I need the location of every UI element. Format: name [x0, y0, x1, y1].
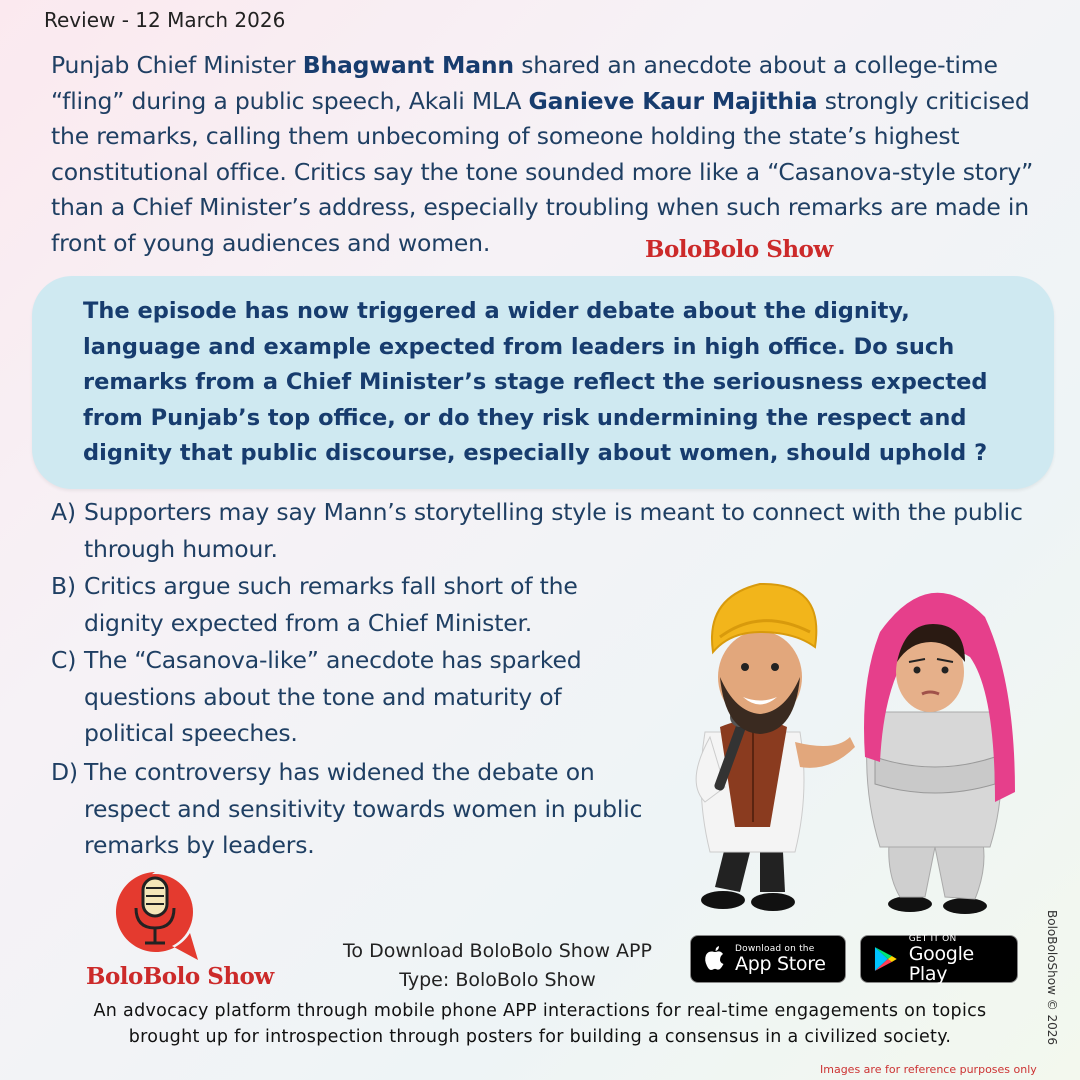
option-d[interactable]: [51, 754, 671, 864]
google-play-icon: [873, 945, 899, 973]
option-a-text: Supporters may say Mann’s storytelling style is meant to connect with the public through humour.: [84, 498, 1023, 563]
image-disclaimer: Images are for reference purposes only: [820, 1063, 1037, 1076]
date-label: Review - 12 March 2026: [44, 8, 286, 32]
intro-paragraph: [51, 48, 1051, 261]
intro-text-1: Punjab Chief Minister: [51, 51, 303, 79]
download-search-hint: Type: BoloBolo Show: [399, 969, 596, 991]
google-play-small-text: GET IT ON: [908, 934, 957, 944]
intro-text-3: strongly criticised the remarks, calling them unbecoming of someone holding the state’s highest constitutional office. Critics say the tone sounded more like a “Casanova-style story” than a Chief Minister’s address, especially troubling when such remarks are made in front of young audiences and women.: [51, 86, 1034, 257]
option-a[interactable]: [51, 494, 1051, 567]
apple-icon: [703, 945, 727, 973]
option-d-letter: D): [51, 758, 78, 786]
app-store-big-text: App Store: [735, 953, 826, 975]
option-c[interactable]: [51, 642, 651, 752]
app-store-badge[interactable]: [690, 935, 846, 983]
footer-description: [20, 998, 1060, 1050]
name-bhagwant-mann: Bhagwant Mann: [302, 51, 514, 79]
question-text: The episode has now triggered a wider debate about the dignity, language and example expected from leaders in high office. Do such remarks from a Chief Minister’s stage reflect the seriousness expected from Punjab’s top office, or do they risk undermining the respect and dignity that public discourse, especially about women, should uphold ?: [83, 298, 988, 466]
name-ganieve-kaur-majithia: Ganieve Kaur Majithia: [528, 86, 818, 115]
intro-text-2: shared an anecdote about a college-time “fling” during a public speech, Akali MLA: [51, 51, 998, 115]
google-play-big-text: Google Play: [908, 943, 974, 985]
bolobolo-mic-logo: [110, 868, 200, 964]
option-c-letter: C): [51, 646, 77, 674]
footer-line-1: An advocacy platform through mobile phone APP interactions for real-time engagements on topics: [93, 1001, 987, 1021]
option-d-text: The controversy has widened the debate on respect and sensitivity towards women in public remarks by leaders.: [84, 758, 643, 859]
option-a-letter: A): [51, 498, 76, 526]
google-play-badge[interactable]: [860, 935, 1018, 983]
option-c-text: The “Casanova-like” anecdote has sparked questions about the tone and maturity of political speeches.: [84, 646, 582, 747]
woman-figure: [864, 593, 1015, 914]
man-figure: [696, 584, 855, 911]
footer-line-2: brought up for introspection through posters for building a consensus in a civilized society.: [128, 1027, 952, 1047]
download-instruction: To Download BoloBolo Show APP: [343, 940, 652, 962]
option-b-text: Critics argue such remarks fall short of the dignity expected from a Chief Minister.: [84, 572, 578, 637]
brand-wordmark-logo: BoloBolo Show: [86, 963, 274, 990]
option-b-letter: B): [51, 572, 76, 600]
option-b[interactable]: [51, 568, 651, 641]
cartoon-illustration: [665, 562, 1050, 922]
app-store-small-text: Download on the: [735, 944, 815, 954]
brand-wordmark-inline: BoloBolo Show: [645, 236, 833, 263]
copyright-vertical: BoloBoloShow © 2026: [1045, 910, 1059, 1046]
